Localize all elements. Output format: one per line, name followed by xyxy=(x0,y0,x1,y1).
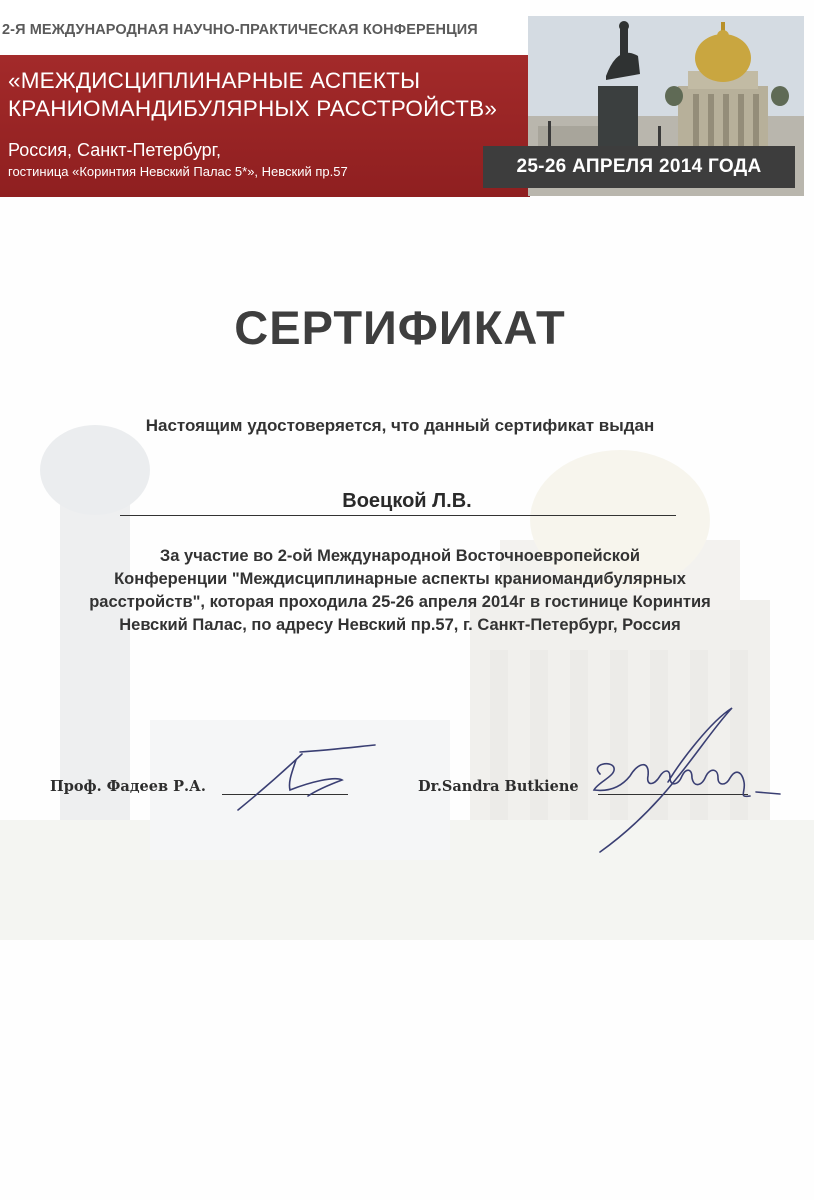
left-signatory-label: Проф. Фадеев Р.А. xyxy=(50,778,206,795)
conference-kicker: 2-Я МЕЖДУНАРОДНАЯ НАУЧНО-ПРАКТИЧЕСКАЯ КОНФЕРЕНЦИЯ xyxy=(2,22,478,38)
conference-dates: 25-26 АПРЕЛЯ 2014 ГОДА xyxy=(516,156,762,177)
certificate-body xyxy=(0,545,800,637)
certificate-issued-text: Настоящим удостоверяется, что данный сертификат выдан xyxy=(145,416,655,435)
recipient-underline xyxy=(120,515,676,516)
certificate-body-line: Невский Палас, по адресу Невский пр.57, г. Санкт-Петербург, Россия xyxy=(119,616,681,634)
date-banner xyxy=(483,146,795,188)
recipient-name: Воецкой Л.В. xyxy=(342,490,472,512)
conference-city: Россия, Санкт-Петербург, xyxy=(8,140,222,160)
conference-title-line: КРАНИОМАНДИБУЛЯРНЫХ РАССТРОЙСТВ» xyxy=(8,96,498,121)
conference-venue: гостиница «Коринтия Невский Палас 5*», Невский пр.57 xyxy=(8,164,348,179)
right-signatory-label: Dr.Sandra Butkiene xyxy=(418,778,579,795)
right-signature-icon xyxy=(560,702,790,862)
conference-title-line: «МЕЖДИСЦИПЛИНАРНЫЕ АСПЕКТЫ xyxy=(8,68,421,93)
left-signature-icon xyxy=(230,742,380,817)
certificate-body-line: Конференции "Междисциплинарные аспекты краниомандибулярных xyxy=(114,570,686,588)
conference-title xyxy=(8,67,528,123)
certificate-body-line: За участие во 2-ой Международной Восточноевропейской xyxy=(159,547,641,565)
certificate-body-line: расстройств", которая проходила 25-26 апреля 2014г в гостинице Коринтия xyxy=(89,593,711,611)
certificate-title: СЕРТИФИКАТ xyxy=(234,301,566,354)
